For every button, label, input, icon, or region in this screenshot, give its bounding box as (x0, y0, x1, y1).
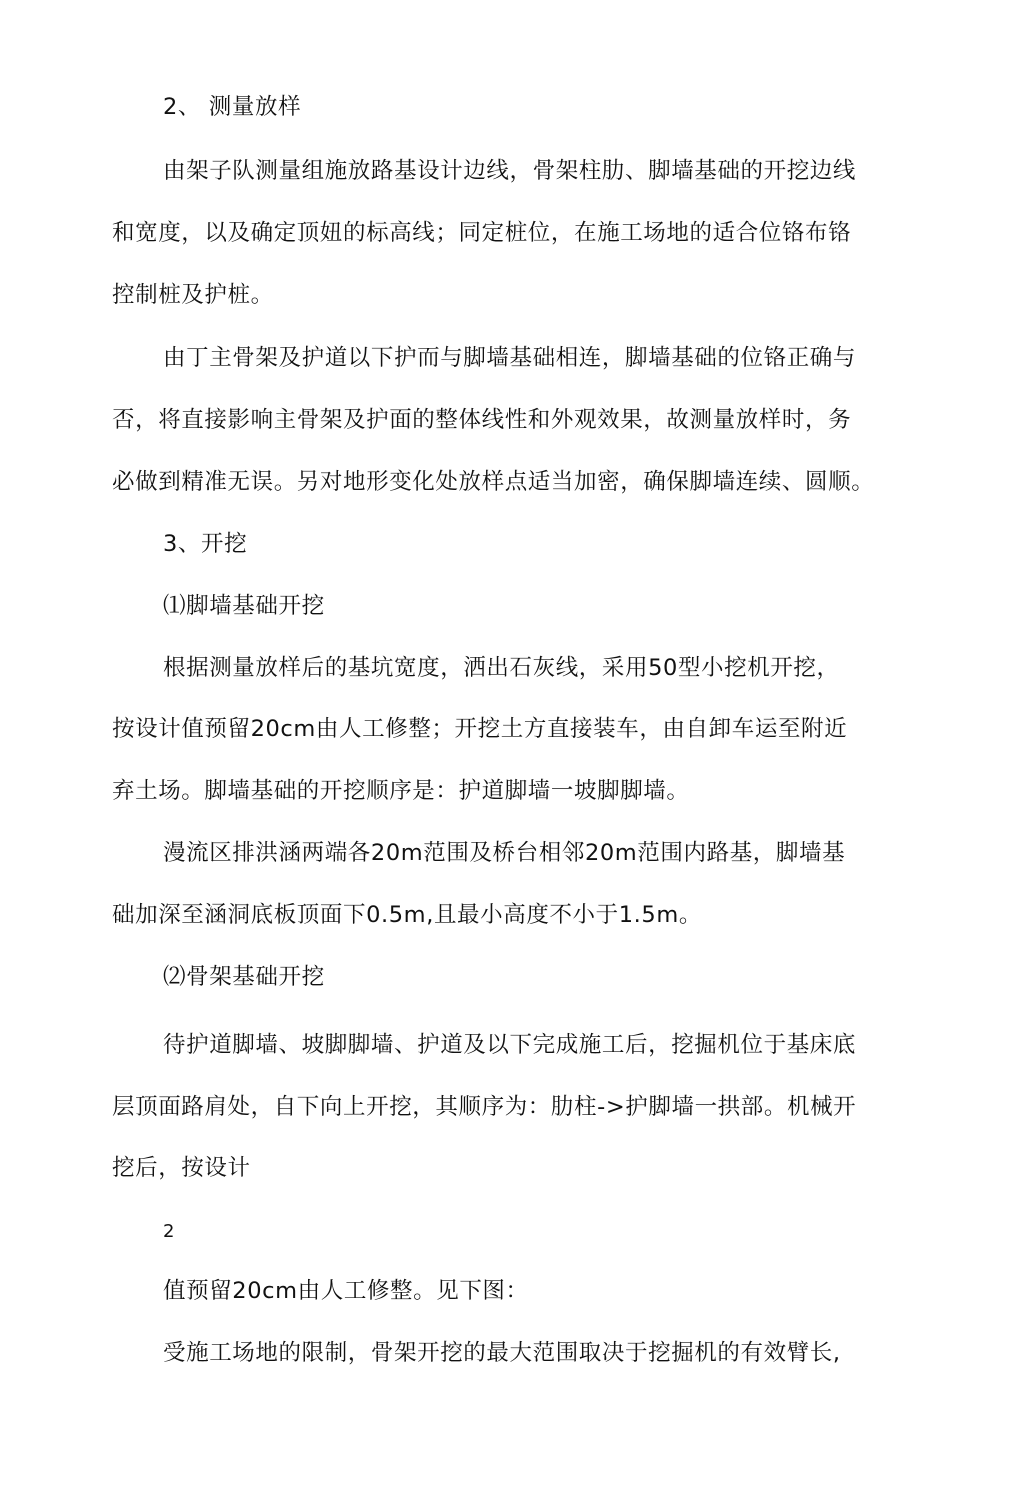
paragraph-line: 按设计值预留20cm由人工修整；开挖土方直接装车，由自卸车运至附近 (112, 716, 848, 742)
paragraph-line: 层顶面路肩处，自下向上开挖，其顺序为：肋柱->护脚墙一拱部。机械开 (112, 1094, 857, 1120)
paragraph-line: 必做到精准无误。另对地形变化处放样点适当加密，确保脚墙连续、圆顺。 (112, 469, 875, 495)
page-number: 2 (163, 1221, 176, 1242)
paragraph-line: 控制桩及护桩。 (112, 282, 274, 308)
paragraph-line: 挖后，按设计 (112, 1155, 251, 1181)
paragraph-line: 由丁主骨架及护道以下护而与脚墙基础相连，脚墙基础的位铬正确与 (163, 345, 857, 371)
paragraph-line: 础加深至涵洞底板顶面下0.5m,且最小高度不小于1.5m。 (112, 902, 702, 928)
paragraph-line: 受施工场地的限制，骨架开挖的最大范围取决于挖掘机的有效臂长, (163, 1340, 841, 1366)
paragraph-line: 否，将直接影响主骨架及护面的整体线性和外观效果，故测量放样时，务 (112, 407, 852, 433)
paragraph-line: 值预留20cm由人工修整。见下图： (163, 1278, 529, 1304)
paragraph-line: 弃土场。脚墙基础的开挖顺序是：护道脚墙一坡脚脚墙。 (112, 778, 690, 804)
paragraph-line: 和宽度，以及确定顶妞的标高线；同定桩位，在施工场地的适合位铬布铬 (112, 220, 852, 246)
section-heading-excavation: 3、开挖 (163, 531, 248, 557)
section-heading-survey: 2、 测量放样 (163, 94, 302, 120)
paragraph-line: 待护道脚墙、坡脚脚墙、护道及以下完成施工后，挖掘机位于基床底 (163, 1032, 857, 1058)
paragraph-line: 由架子队测量组施放路基设计边线，骨架柱肋、脚墙基础的开挖边线 (163, 158, 857, 184)
subheading-frame-excavation: ⑵骨架基础开挖 (163, 964, 325, 990)
paragraph-line: 根据测量放样后的基坑宽度，洒出石灰线，采用50型小挖机开挖， (163, 655, 840, 681)
subheading-footing-excavation: ⑴脚墙基础开挖 (163, 593, 325, 619)
paragraph-line: 漫流区排洪涵两端各20m范围及桥台相邻20m范围内路基，脚墙基 (163, 840, 846, 866)
